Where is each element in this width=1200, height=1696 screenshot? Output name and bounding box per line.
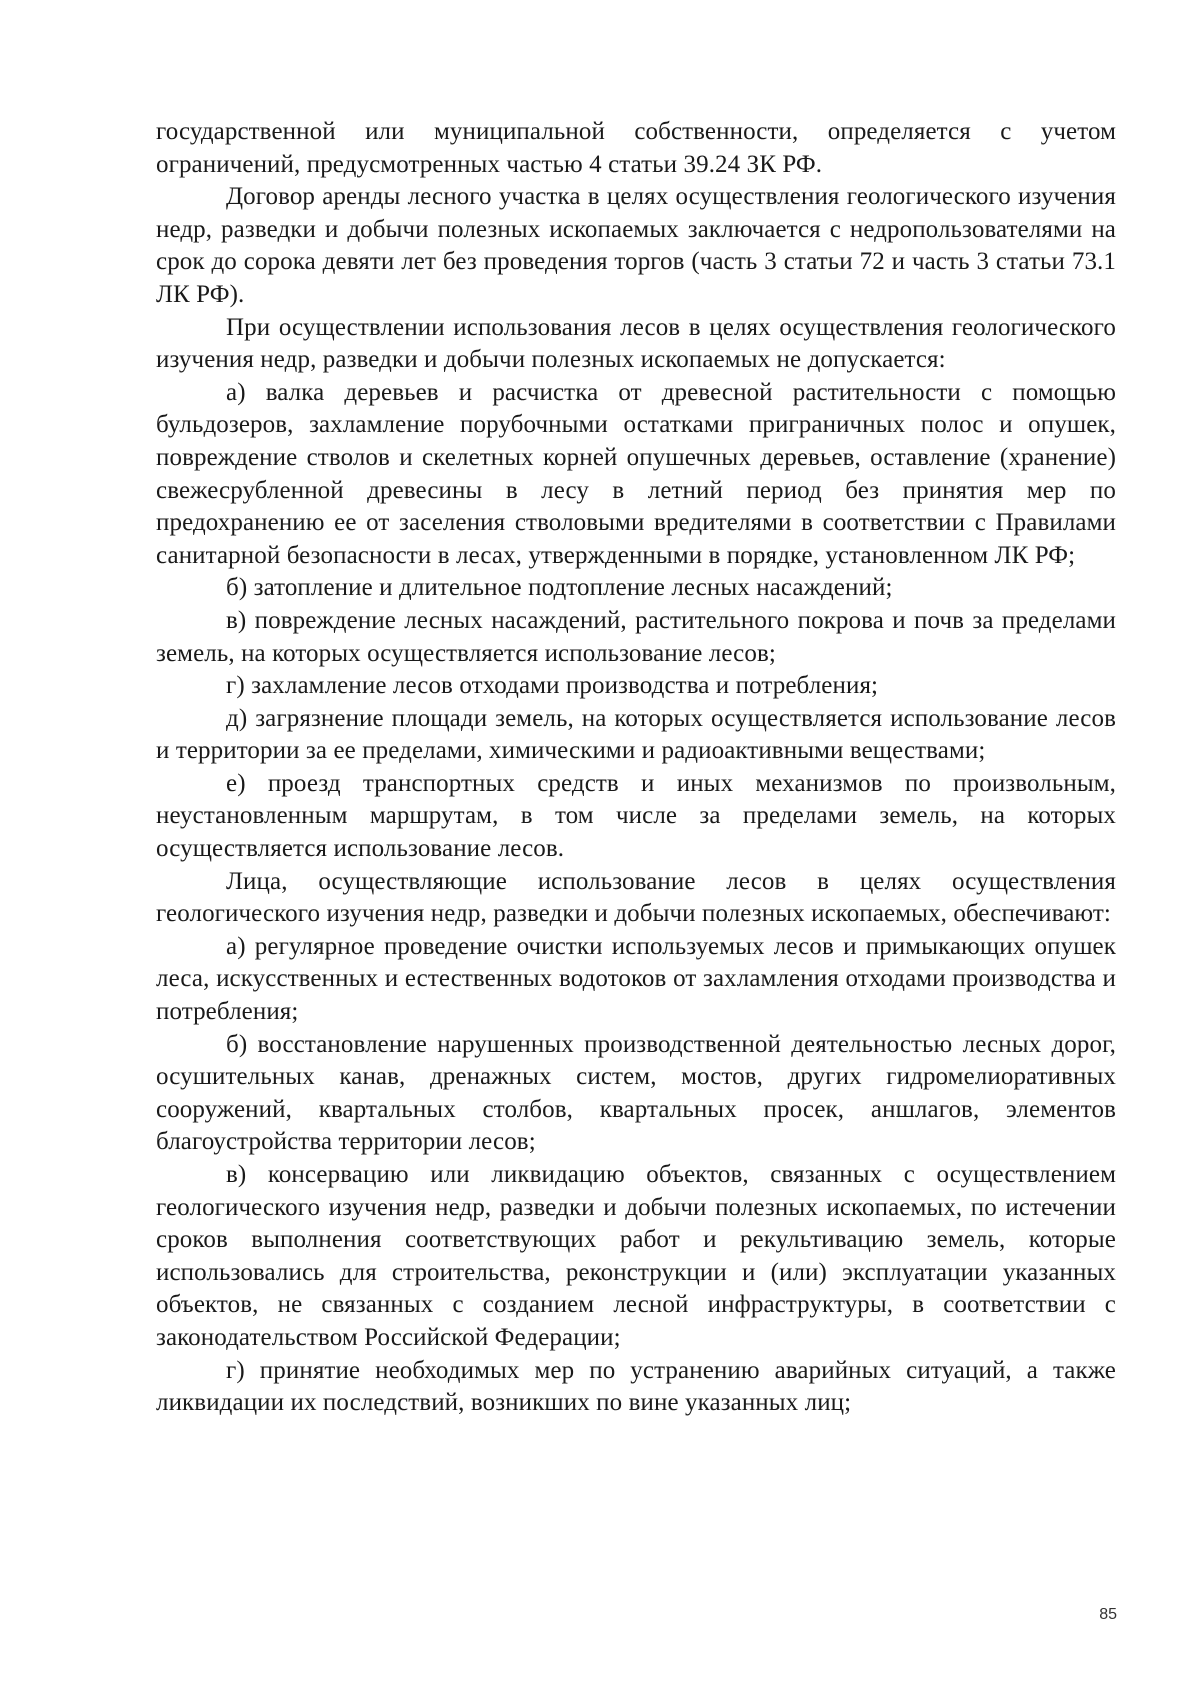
list-item-obligation-a: а) регулярное проведение очистки используемых лесов и примыкающих опушек леса, искусственных и естественных водотоков от захламления отходами производства и потребления; xyxy=(156,932,1116,1026)
list-item-prohibition-g: г) захламление лесов отходами производства и потребления; xyxy=(226,672,879,700)
paragraph-prohibitions-intro: При осуществлении использования лесов в целях осуществления геологического изучения недр, разведки и добычи полезных ископаемых не допускается: xyxy=(156,313,1116,374)
paragraph-continuation: государственной или муниципальной собственности, определяется с учетом ограничений, предусмотренных частью 4 статьи 39.24 ЗК РФ. xyxy=(156,118,1116,178)
list-item-prohibition-b: б) затопление и длительное подтопление лесных насаждений; xyxy=(226,574,893,602)
list-item-prohibition-v: в) повреждение лесных насаждений, растительного покрова и почв за пределами земель, на которых осуществляется использование лесов; xyxy=(156,606,1116,667)
paragraph-obligations-intro: Лица, осуществляющие использование лесов в целях осуществления геологического изучения недр, разведки и добычи полезных ископаемых, обеспечивают: xyxy=(156,867,1116,928)
list-item-prohibition-a: а) валка деревьев и расчистка от древесной растительности с помощью бульдозеров, захламление порубочными остатками приграничных полос и опушек, повреждение стволов и скелетных корней опушечных деревьев, оставление (хранение) свежесрубленной древесины в лесу в летний период без принятия мер по предохранению ее от заселения стволовыми вредителями в соответствии с Правилами санитарной безопасности в лесах, утвержденными в порядке, установленном ЛК РФ; xyxy=(156,378,1116,569)
list-item-prohibition-d: д) загрязнение площади земель, на которых осуществляется использование лесов и территории за ее пределами, химическими и радиоактивными веществами; xyxy=(156,704,1116,765)
body-text xyxy=(156,116,1116,1420)
list-item-obligation-g: г) принятие необходимых мер по устранению аварийных ситуаций, а также ликвидации их последствий, возникших по вине указанных лиц; xyxy=(156,1356,1116,1417)
page-number: 85 xyxy=(1099,1606,1117,1623)
list-item-obligation-b: б) восстановление нарушенных производственной деятельностью лесных дорог, осушительных канав, дренажных систем, мостов, других гидромелиоративных сооружений, квартальных столбов, квартальных просек, аншлагов, элементов благоустройства территории лесов; xyxy=(156,1030,1116,1156)
paragraph-lease-agreement: Договор аренды лесного участка в целях осуществления геологического изучения недр, разведки и добычи полезных ископаемых заключается с недропользователями на срок до сорока девяти лет без проведения торгов (часть 3 статьи 72 и часть 3 статьи 73.1 ЛК РФ). xyxy=(156,183,1116,308)
list-item-prohibition-e: е) проезд транспортных средств и иных механизмов по произвольным, неустановленным маршрутам, в том числе за пределами земель, на которых осуществляется использование лесов. xyxy=(156,769,1116,863)
list-item-obligation-v: в) консервацию или ликвидацию объектов, связанных с осуществлением геологического изучения недр, разведки и добычи полезных ископаемых, по истечении сроков выполнения соответствующих работ и рекультивацию земель, которые использовались для строительства, реконструкции и (или) эксплуатации указанных объектов, не связанных с созданием лесной инфраструктуры, в соответствии с законодательством Российской Федерации; xyxy=(156,1161,1116,1351)
